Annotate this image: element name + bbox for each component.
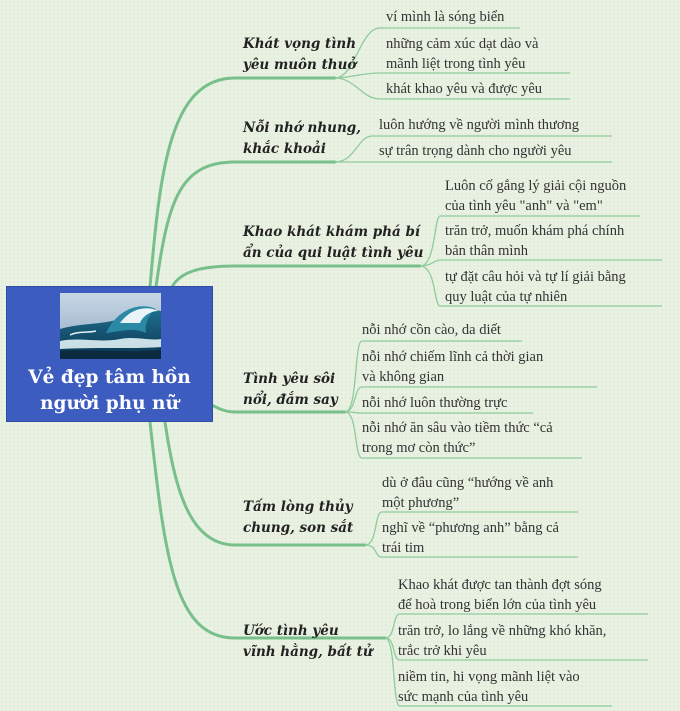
topic-uoc-tinh-yeu-vinh-hang[interactable] <box>243 621 373 663</box>
detail-line-1: Luôn cố gắng lý giải cội nguồn <box>445 178 627 194</box>
topic-line-1: Khát vọng tình <box>243 36 357 52</box>
detail-line-1: trăn trở, lo lắng về những khó khăn, <box>398 623 607 639</box>
topic-line-2: ẩn của qui luật tình yêu <box>243 245 424 261</box>
detail-line-2: trong mơ còn thức” <box>362 439 476 456</box>
detail-item[interactable] <box>445 268 626 307</box>
ocean-wave-icon <box>60 293 161 359</box>
topic-line-2: khắc khoải <box>243 141 326 157</box>
central-title <box>7 365 212 417</box>
detail-line-1: dù ở đâu cũng “hướng về anh <box>382 475 554 491</box>
detail-item[interactable] <box>362 394 507 414</box>
topic-line-2: vĩnh hằng, bất tử <box>243 644 373 660</box>
detail-line-1: nỗi nhớ chiếm lĩnh cả thời gian <box>362 349 544 365</box>
detail-line-2: bản thân mình <box>445 242 528 259</box>
detail-line-1: Khao khát được tan thành đợt sóng <box>398 577 602 593</box>
topic-khao-khat-kham-pha[interactable] <box>243 222 423 264</box>
detail-line-1: những cảm xúc dạt dào và <box>386 36 539 52</box>
detail-item[interactable] <box>386 80 542 100</box>
topic-line-1: Khao khát khám phá bí <box>243 224 421 240</box>
ocean-wave-image <box>60 293 161 359</box>
detail-line-1: nỗi nhớ luôn thường trực <box>362 395 508 411</box>
detail-line-1: ví mình là sóng biển <box>386 9 505 25</box>
detail-line-2: trắc trở khi yêu <box>398 642 487 659</box>
central-title-line-1: Vẻ đẹp tâm hồn <box>28 367 191 388</box>
detail-item[interactable] <box>386 8 504 28</box>
branch-3 <box>172 266 420 287</box>
detail-item[interactable] <box>386 35 538 74</box>
detail-line-2: trái tim <box>382 539 425 556</box>
detail-line-1: khát khao yêu và được yêu <box>386 81 543 97</box>
detail-line-2: sức mạnh của tình yêu <box>398 688 529 705</box>
detail-line-2: một phương” <box>382 494 460 511</box>
detail-item[interactable] <box>362 321 501 341</box>
detail-item[interactable] <box>445 222 624 261</box>
topic-line-1: Tấm lòng thủy <box>243 499 353 515</box>
topic-tam-long-thuy-chung[interactable] <box>243 497 353 539</box>
detail-item[interactable] <box>379 142 572 162</box>
detail-line-2: để hoà trong biển lớn của tình yêu <box>398 596 597 613</box>
topic-line-2: chung, son sắt <box>243 520 354 536</box>
detail-item[interactable] <box>398 622 606 661</box>
detail-item[interactable] <box>445 177 626 216</box>
detail-line-1: nghĩ về “phương anh” bằng cả <box>382 520 559 536</box>
topic-line-2: yêu muôn thuở <box>243 57 357 73</box>
detail-item[interactable] <box>382 519 559 558</box>
detail-line-1: tự đặt câu hỏi và tự lí giải bằng <box>445 269 626 285</box>
topic-tinh-yeu-soi-noi[interactable] <box>243 369 338 411</box>
topic-line-1: Ước tình yêu <box>243 623 339 639</box>
detail-line-1: luôn hướng về người mình thương <box>379 117 580 133</box>
detail-line-2: quy luật của tự nhiên <box>445 288 568 305</box>
topic-noi-nho-nhung[interactable] <box>243 118 361 160</box>
detail-line-1: nỗi nhớ ăn sâu vào tiềm thức “cả <box>362 420 553 436</box>
central-title-line-2: người phụ nữ <box>40 393 179 414</box>
detail-item[interactable] <box>398 668 580 707</box>
detail-line-2: mãnh liệt trong tình yêu <box>386 55 526 72</box>
topic-line-1: Tình yêu sôi <box>243 371 336 387</box>
detail-item[interactable] <box>362 419 553 458</box>
topic-khat-vong-tinh-yeu[interactable] <box>243 34 356 76</box>
detail-line-1: nỗi nhớ cồn cào, da diết <box>362 322 501 338</box>
detail-item[interactable] <box>382 474 553 513</box>
detail-item[interactable] <box>398 576 602 615</box>
topic-line-2: nổi, đắm say <box>243 392 338 408</box>
detail-line-2: và không gian <box>362 368 445 385</box>
detail-line-1: trăn trở, muốn khám phá chính <box>445 223 625 239</box>
detail-item[interactable] <box>379 116 579 136</box>
detail-line-1: sự trân trọng dành cho người yêu <box>379 143 572 159</box>
detail-line-2: của tình yêu "anh" và "em" <box>445 197 603 214</box>
detail-line-1: niềm tin, hi vọng mãnh liệt vào <box>398 669 580 685</box>
topic-line-1: Nỗi nhớ nhung, <box>243 120 361 136</box>
central-topic[interactable] <box>6 286 213 422</box>
detail-item[interactable] <box>362 348 543 387</box>
